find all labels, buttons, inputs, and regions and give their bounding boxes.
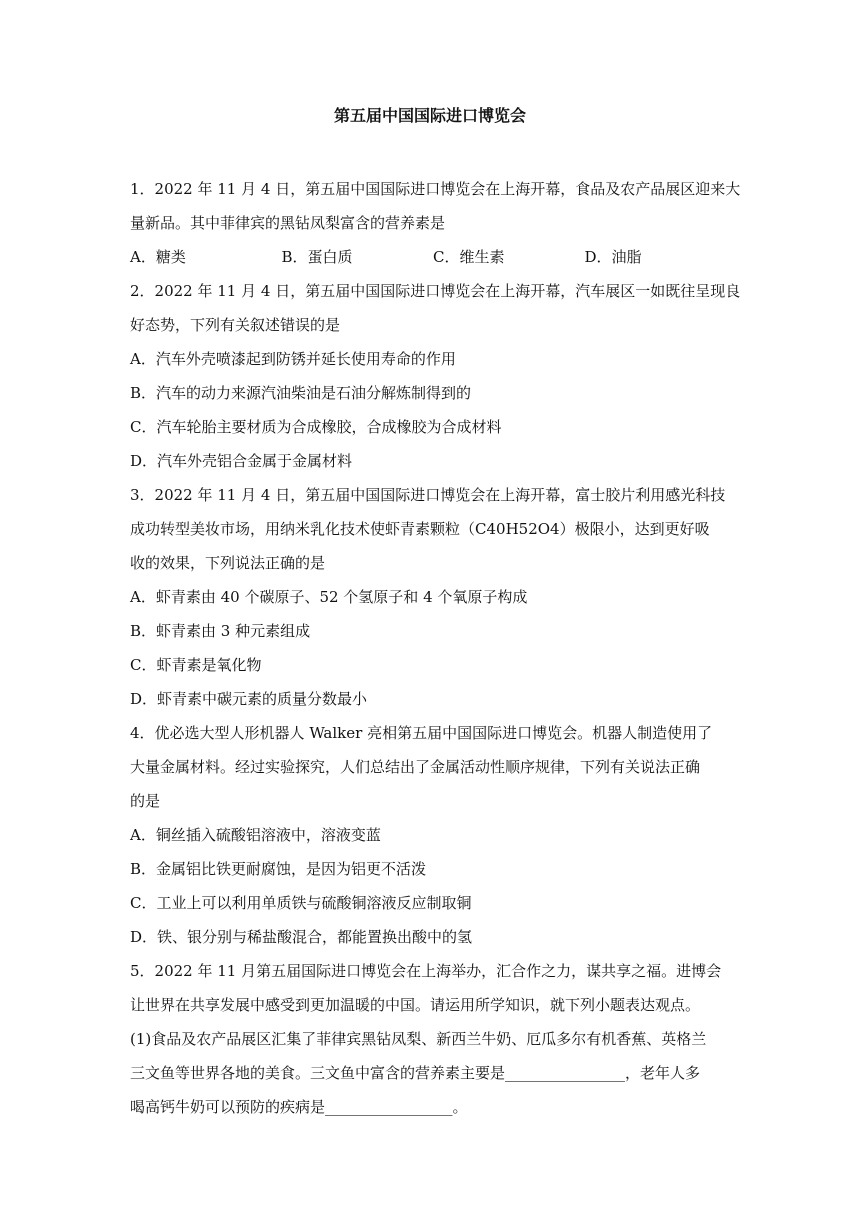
option-c: C．工业上可以利用单质铁与硫酸铜溶液反应制取铜 [130, 894, 472, 912]
option-b: B．汽车的动力来源汽油柴油是石油分解炼制得到的 [130, 384, 472, 402]
sub-question-line: 喝高钙牛奶可以预防的疾病是_________________。 [130, 1098, 468, 1116]
question-1-options [130, 240, 736, 274]
option-a: A．铜丝插入硫酸铝溶液中，溶液变蓝 [130, 826, 381, 844]
option-a: A．虾青素由 40 个碳原子、52 个氢原子和 4 个氧原子构成 [130, 588, 528, 606]
question-stem-line: 好态势，下列有关叙述错误的是 [130, 316, 341, 334]
question-stem-line: 的是 [130, 792, 161, 810]
option-b: B．虾青素由 3 种元素组成 [130, 622, 311, 640]
sub-question-line: 三文鱼等世界各地的美食。三文鱼中富含的营养素主要是________________，老年人多 [130, 1064, 701, 1082]
option-c: C．汽车轮胎主要材质为合成橡胶，合成橡胶为合成材料 [130, 418, 502, 436]
question-2 [130, 274, 741, 478]
page-title: 第五届中国国际进口博览会 [333, 106, 526, 125]
option-b: B．蛋白质 [281, 248, 353, 266]
option-c: C．维生素 [433, 248, 505, 266]
question-stem-line: 收的效果，下列说法正确的是 [130, 554, 326, 572]
question-stem-line: 1．2022 年 11 月 4 日，第五届中国国际进口博览会在上海开幕，食品及农产品展区迎来大 [130, 180, 741, 198]
question-stem-line: 2．2022 年 11 月 4 日，第五届中国国际进口博览会在上海开幕，汽车展区一如既往呈现良 [130, 282, 741, 300]
question-list [130, 172, 741, 1124]
question-5 [130, 954, 736, 1124]
question-4 [130, 716, 736, 954]
question-stem-line: 5．2022 年 11 月第五届国际进口博览会在上海举办，汇合作之力，谋共享之福。进博会 [130, 962, 722, 980]
option-a: A．汽车外壳喷漆起到防锈并延长使用寿命的作用 [130, 350, 456, 368]
question-stem-line: 量新品。其中菲律宾的黑钻凤梨富含的营养素是 [130, 214, 446, 232]
question-stem-line: 3．2022 年 11 月 4 日，第五届中国国际进口博览会在上海开幕，富士胶片利用感光科技 [130, 486, 726, 504]
question-stem-line: 大量金属材料。经过实验探究，人们总结出了金属活动性顺序规律，下列有关说法正确 [130, 758, 701, 776]
sub-question-line: (1)食品及农产品展区汇集了菲律宾黑钻凤梨、新西兰牛奶、厄瓜多尔有机香蕉、英格兰 [130, 1030, 707, 1048]
option-a: A．糖类 [130, 248, 186, 266]
option-d: D．虾青素中碳元素的质量分数最小 [130, 690, 368, 708]
question-stem-line: 成功转型美妆市场，用纳米乳化技术使虾青素颗粒（C40H52O4）极限小，达到更好吸 [130, 520, 710, 538]
option-d: D．汽车外壳铝合金属于金属材料 [130, 452, 353, 470]
option-c: C．虾青素是氧化物 [130, 656, 262, 674]
question-stem-line: 4．优必选大型人形机器人 Walker 亮相第五届中国国际进口博览会。机器人制造使用了 [130, 724, 713, 742]
question-stem-line: 让世界在共享发展中感受到更加温暖的中国。请运用所学知识，就下列小题表达观点。 [130, 996, 701, 1014]
question-3 [130, 478, 736, 716]
option-b: B．金属铝比铁更耐腐蚀，是因为铝更不活泼 [130, 860, 427, 878]
option-d: D．铁、银分别与稀盐酸混合，都能置换出酸中的氢 [130, 928, 473, 946]
option-d: D．油脂 [584, 248, 642, 266]
question-1 [130, 172, 741, 274]
